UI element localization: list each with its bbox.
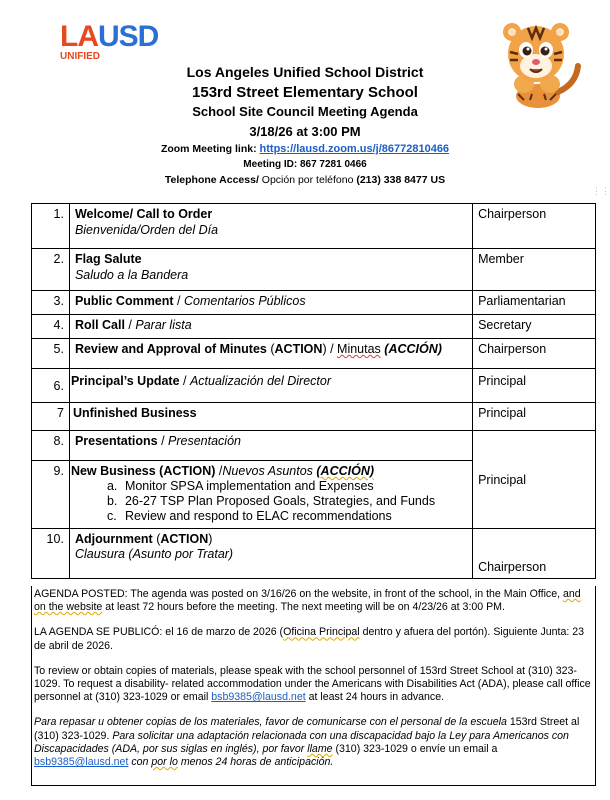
agenda-item (69, 529, 472, 579)
posted-notice (34, 588, 593, 614)
item-spanish: Minutas (337, 342, 381, 356)
item-paren: ) (208, 532, 213, 546)
agenda-item (69, 369, 472, 403)
email-link[interactable]: bsb9385@lausd.net (34, 756, 129, 769)
agenda-title: School Site Council Meeting Agenda (192, 104, 418, 119)
item-paren: ( (152, 532, 161, 546)
item-number: 5. (32, 339, 70, 369)
publico-notice (34, 626, 593, 652)
item-title: Presentations (74, 434, 158, 448)
spanish-notice (34, 716, 593, 769)
list-item (107, 494, 468, 509)
subitem-text: Review and respond to ELAC recommendations (124, 509, 392, 523)
es-text: Para solicitar una adaptación relacionada con una discapacidad bajo la Ley para Americanos con Discapacidades (ADA, por sus siglas en inglés), por favor (34, 729, 569, 755)
item-title: Roll Call (74, 318, 125, 332)
subitem-letter: b. (106, 494, 118, 508)
review-text: To review or obtain copies of materials, please speak with the school personnel of 153rd Street School at (310) 323-1029. To request a disability- related accommodation under the Americans with Disabilities Act (ADA), please call office personnel at (310) 323-1029 or email (34, 664, 591, 704)
agenda-item (69, 461, 472, 529)
item-separator: / (173, 294, 184, 308)
item-role: Chairperson (473, 339, 596, 369)
es-highlight: por lo (151, 756, 178, 769)
item-spanish: Presentación (168, 434, 241, 448)
item-number: 9. (32, 461, 70, 529)
table-row (32, 431, 596, 461)
agenda-item (69, 315, 472, 339)
logo-la-text: LA (60, 20, 98, 53)
posted-text: AGENDA POSTED: The agenda was posted on 3/16/26 on the website, in front of the school, in the Main Office, (34, 588, 564, 600)
item-number: 2. (32, 249, 70, 291)
logo-unified-text: UNIFIED (60, 51, 100, 62)
item-spanish: Actualización del Director (189, 374, 331, 388)
phone-number: (213) 338 8477 US (356, 174, 446, 186)
item-role: Secretary (473, 315, 596, 339)
item-role: Member (473, 249, 596, 291)
item-paren: ( (266, 342, 275, 356)
es-highlight: llame (307, 742, 333, 755)
table-row (32, 315, 596, 339)
publico-text-end: dentro y afuera del portón). Siguiente Junta: 23 de abril de 2026. (34, 626, 585, 652)
item-subtitle: Saludo a la Bandera (74, 268, 189, 282)
item-title: Public Comment (74, 294, 174, 308)
item-number: 6. (32, 369, 70, 403)
agenda-item (69, 339, 472, 369)
item-title: Welcome/ Call to Order (74, 207, 213, 221)
es-text-normal: (310) 323-1029 o envíe un email a (332, 742, 498, 755)
subitem-list (71, 479, 468, 524)
zoom-link[interactable]: https://lausd.zoom.us/j/86772810466 (259, 143, 450, 155)
table-row (32, 369, 596, 403)
table-row (32, 529, 596, 579)
item-number: 1. (32, 204, 70, 249)
agenda-table (31, 203, 596, 579)
item-spanish: Parar lista (135, 318, 192, 332)
subitem-letter: a. (106, 479, 118, 493)
table-row (32, 339, 596, 369)
list-item (107, 479, 468, 494)
item-number: 3. (32, 291, 70, 315)
item-role: Principal (473, 403, 596, 431)
table-row (32, 403, 596, 431)
item-title: Flag Salute (74, 252, 142, 266)
zoom-label: Zoom Meeting link: (160, 143, 257, 155)
item-number: 8. (32, 431, 70, 461)
phone-label: Telephone Access/ (164, 174, 259, 186)
item-paren: ) / (322, 342, 338, 356)
agenda-item (69, 291, 472, 315)
subitem-letter: c. (106, 509, 117, 523)
meeting-datetime: 3/18/26 at 3:00 PM (249, 124, 361, 139)
lausd-logo (60, 22, 170, 62)
logo-usd-text: USD (98, 20, 159, 53)
es-text: con (128, 756, 152, 769)
meeting-id: Meeting ID: 867 7281 0466 (243, 159, 367, 170)
agenda-item (69, 249, 472, 291)
item-spanish-action: (ACCIÓN) (380, 342, 442, 356)
email-link[interactable]: bsb9385@lausd.net (211, 691, 306, 704)
item-role: Chairperson (473, 204, 596, 249)
item-separator: / (124, 318, 136, 332)
zoom-line (0, 143, 610, 155)
item-number: 7 (32, 403, 70, 431)
table-row (32, 291, 596, 315)
drag-handle-icon[interactable]: ⋮⋮ (592, 186, 610, 196)
item-title: Principal’s Update (70, 374, 180, 388)
item-title: Unfinished Business (72, 406, 197, 420)
item-action: ACTION (160, 532, 209, 546)
item-spanish-action: (ACCIÓN) (316, 464, 375, 478)
item-separator: / (215, 464, 223, 478)
posted-text-end: at least 72 hours before the meeting. The next meeting will be on 4/23/26 at 3:00 PM. (102, 601, 505, 614)
item-title: Adjournment (74, 532, 153, 546)
item-role: Principal (473, 369, 596, 403)
posted-highlight: and on the website (34, 588, 581, 614)
item-spanish: Comentarios Públicos (183, 294, 306, 308)
item-subtitle: Bienvenida/Orden del Día (74, 223, 219, 237)
item-role: Chairperson (473, 529, 596, 579)
item-role: Principal (473, 431, 596, 529)
agenda-item (69, 431, 472, 461)
item-title: Review and Approval of Minutes (74, 342, 267, 356)
item-separator: / (179, 374, 190, 388)
es-text-end: menos 24 horas de anticipación. (177, 756, 334, 769)
phone-line (0, 174, 610, 186)
item-spanish: Nuevos Asuntos (222, 464, 317, 478)
phone-text: Opción por teléfono (258, 174, 357, 186)
district-name: Los Angeles Unified School District (186, 64, 424, 80)
table-row (32, 249, 596, 291)
subitem-text: 26-27 TSP Plan Proposed Goals, Strategies, and Funds (124, 494, 436, 508)
item-number: 4. (32, 315, 70, 339)
item-subtitle: Clausura (Asunto por Tratar) (74, 547, 234, 561)
subitem-text: Monitor SPSA implementation and Expenses (124, 479, 374, 493)
notes-section (31, 586, 596, 786)
item-role: Parliamentarian (473, 291, 596, 315)
table-row (32, 204, 596, 249)
item-number: 10. (32, 529, 70, 579)
item-separator: / (157, 434, 169, 448)
agenda-item (69, 204, 472, 249)
publico-text: LA AGENDA SE PUBLICÓ: el 16 de marzo de 2026 ( (34, 626, 284, 639)
list-item (107, 509, 468, 524)
agenda-item (69, 403, 472, 431)
item-title: New Business (ACTION) (70, 464, 216, 478)
publico-highlight: Oficina Principal (283, 626, 360, 639)
review-text-end: at least 24 hours in advance. (305, 691, 445, 704)
es-text-normal: 153rd Street al (310) 323-1029. (34, 716, 580, 742)
review-notice (34, 665, 593, 705)
school-name: 153rd Street Elementary School (192, 84, 418, 101)
es-text: Para repasar u obtener copias de los materiales, favor de comunicarse con el personal de la escuela (34, 716, 510, 729)
item-action: ACTION (274, 342, 323, 356)
